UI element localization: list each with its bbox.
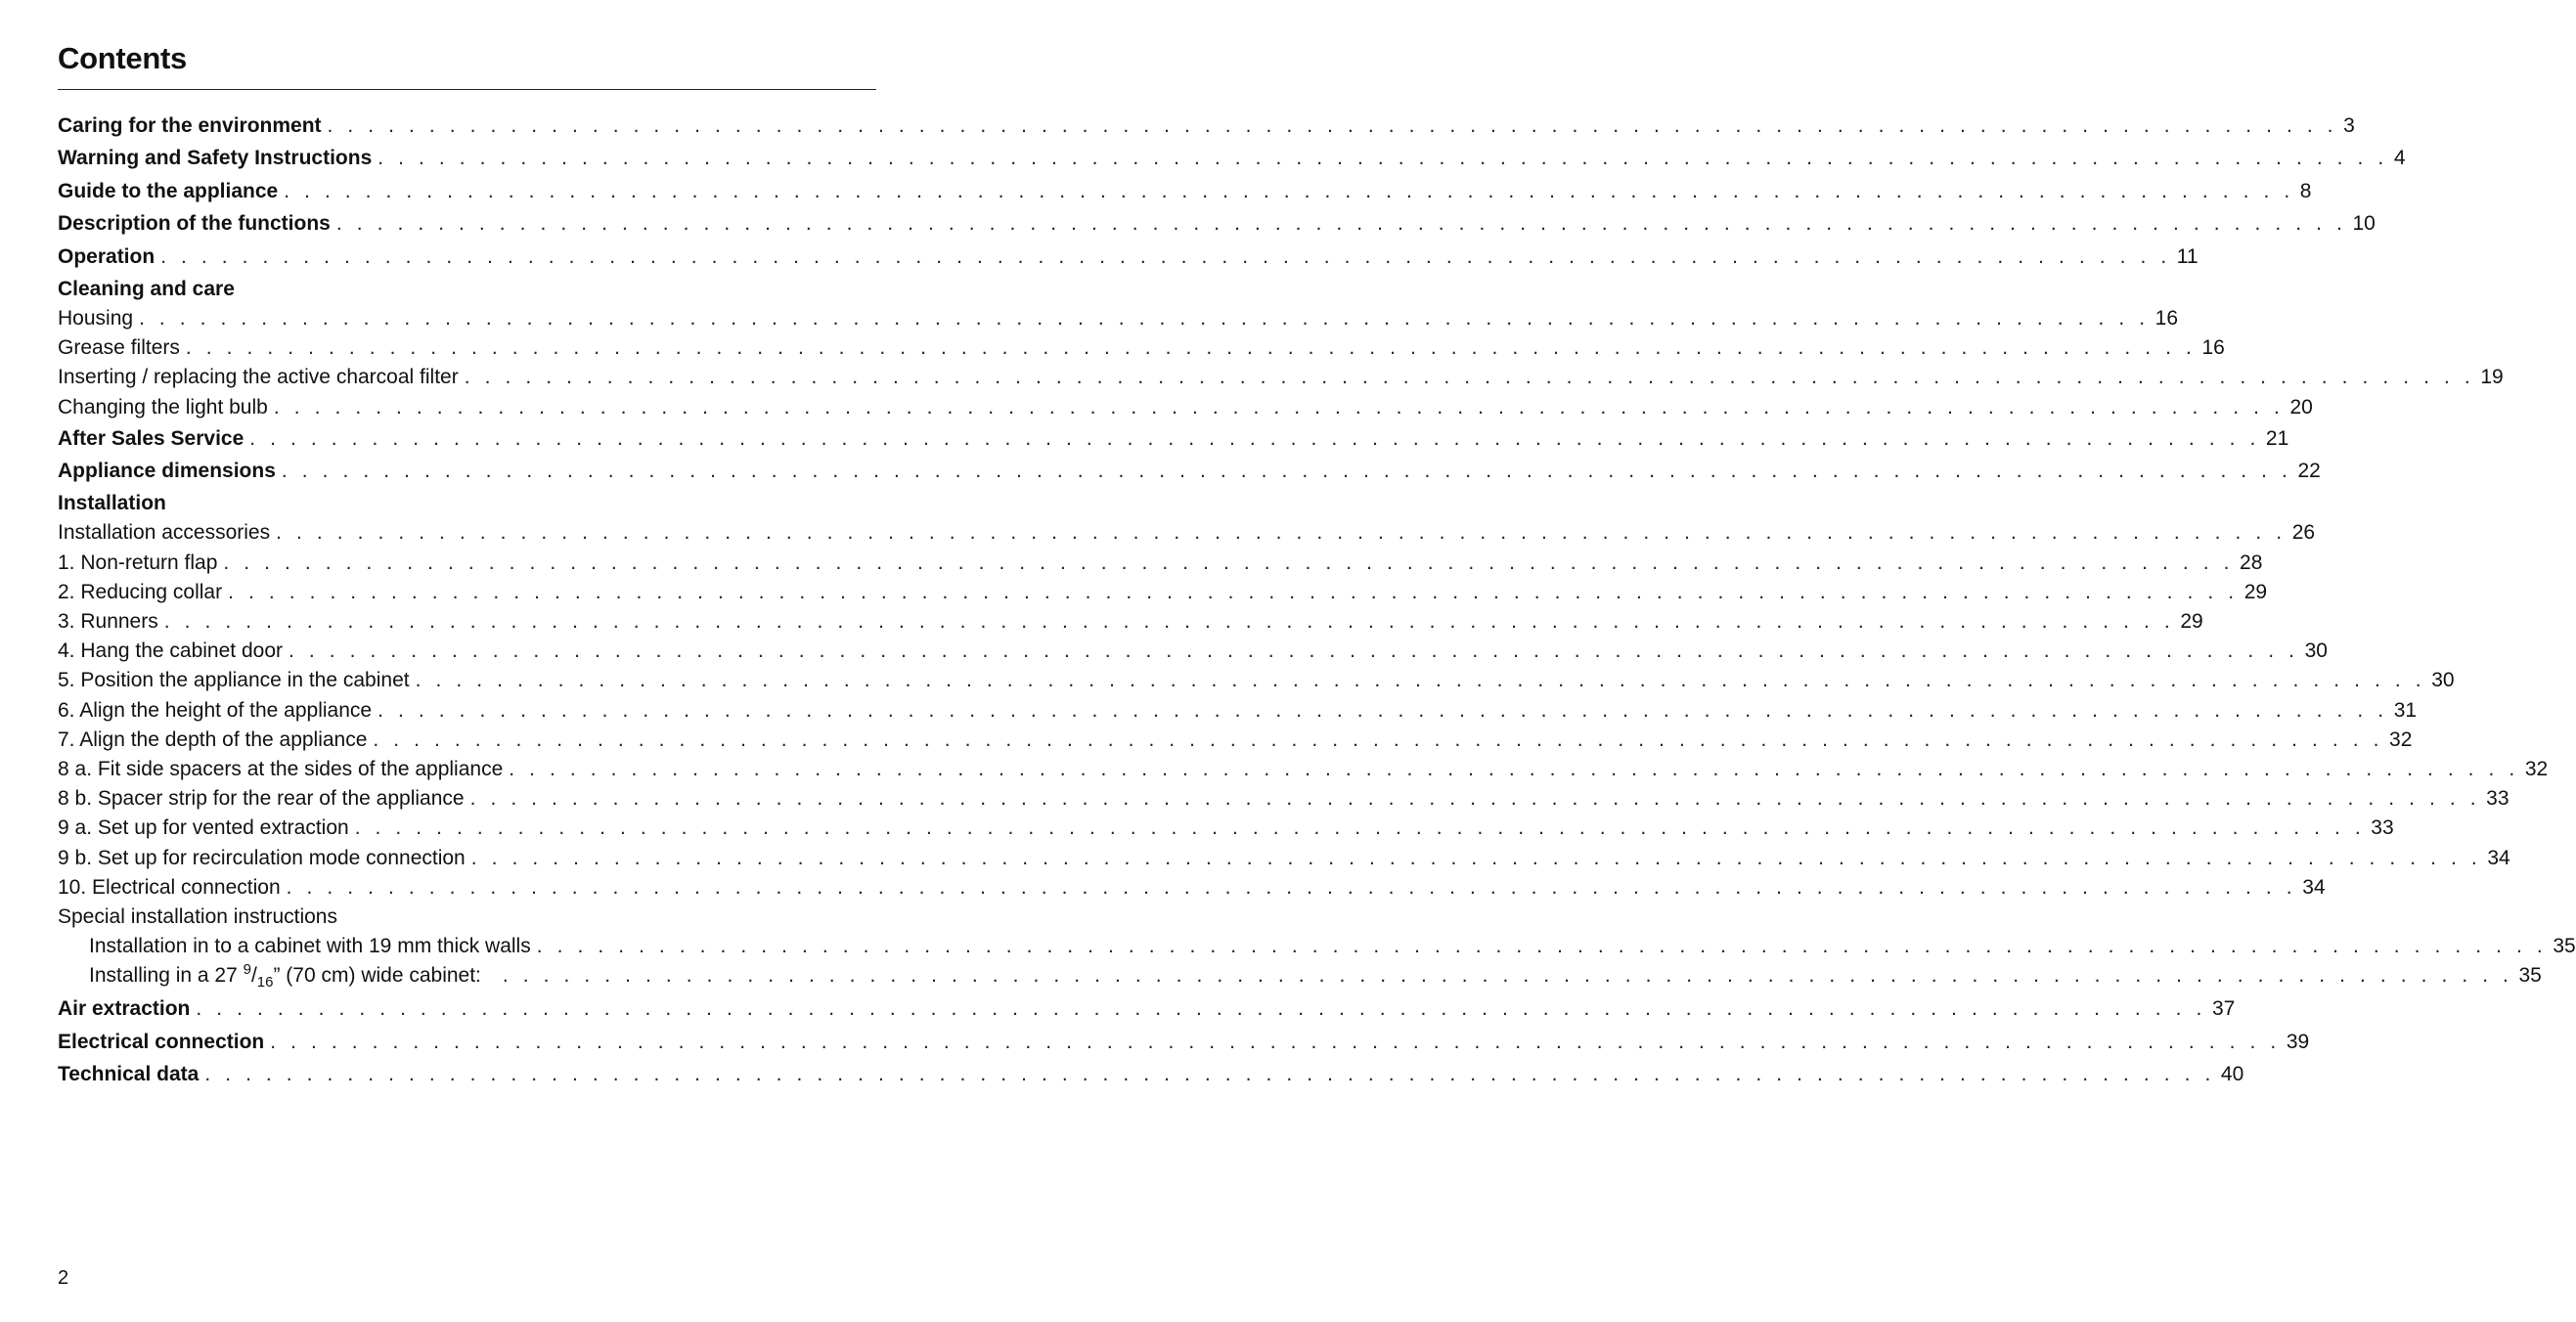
leader-dots: . . . . . . . . . . . . . . . . . . . . . . . . . . . . . . . . . . . . . . . . . . . . . . . . . . . . . . . . . . . . . . . . . . . . . . . . . . . . . . . . . . . . . . . . . . . . . . . . . . . — [223, 551, 2235, 574]
leader-dots: . . . . . . . . . . . . . . . . . . . . . . . . . . . . . . . . . . . . . . . . . . . . . . . . . . . . . . . . . . . . . . . . . . . . . . . . . . . . . . . . . . . . . . . . . . . . . . . . . . . — [273, 395, 2285, 419]
toc-subentry[interactable] — [58, 304, 2179, 333]
toc-entry-air-extraction[interactable] — [58, 992, 2236, 1025]
toc-subentry[interactable] — [58, 637, 2328, 666]
toc-subentry[interactable] — [58, 696, 2418, 726]
toc-subentry[interactable] — [58, 726, 2413, 755]
leader-dots: . . . . . . . . . . . . . . . . . . . . . . . . . . . . . . . . . . . . . . . . . . . . . . . . . . . . . . . . . . . . . . . . . . . . . . . . . . . . . . . . . . . . . . . . . . . . . . . . . . . — [270, 1030, 2281, 1053]
toc-entry-page: 35 — [2518, 964, 2542, 988]
toc-subentry[interactable] — [58, 844, 2510, 873]
toc-entry-label: 7. Align the depth of the appliance — [58, 727, 368, 751]
toc-subentry[interactable] — [58, 393, 2313, 422]
label-text: ” (70 cm) wide cabinet: — [273, 964, 481, 988]
toc-entry-page: 33 — [2486, 787, 2509, 811]
leader-dots: . . . . . . . . . . . . . . . . . . . . . . . . . . . . . . . . . . . . . . . . . . . . . . . . . . . . . . . . . . . . . . . . . . . . . . . . . . . . . . . . . . . . . . . . . . . . . . . . . . . — [327, 114, 2338, 137]
toc-entry-page: 33 — [2371, 816, 2394, 840]
leader-dots: . . . . . . . . . . . . . . . . . . . . . . . . . . . . . . . . . . . . . . . . . . . . . . . . . . . . . . . . . . . . . . . . . . . . . . . . . . . . . . . . . . . . . . . . . . . . . . . . . . . — [502, 964, 2513, 988]
toc-entry-page: 31 — [2393, 698, 2418, 722]
toc-entry-page: 40 — [2220, 1063, 2244, 1086]
toc-entry-page: 34 — [2302, 875, 2326, 899]
leader-dots: . . . . . . . . . . . . . . . . . . . . . . . . . . . . . . . . . . . . . . . . . . . . . . . . . . . . . . . . . . . . . . . . . . . . . . . . . . . . . . . . . . . . . . . . . . . . . . . . . . . — [284, 179, 2294, 202]
leader-dots: . . . . . . . . . . . . . . . . . . . . . . . . . . . . . . . . . . . . . . . . . . . . . . . . . . . . . . . . . . . . . . . . . . . . . . . . . . . . . . . . . . . . . . . . . . . . . . . . . . . — [354, 816, 2366, 840]
toc-entry-label: Electrical connection — [58, 1030, 265, 1053]
toc-entry-label: 8 b. Spacer strip for the rear of the appliance — [58, 787, 465, 811]
toc-entry-page: 32 — [2389, 727, 2413, 751]
toc-entry-label: Description of the functions — [58, 212, 331, 236]
toc-subentry[interactable] — [58, 333, 2225, 363]
leader-dots: . . . . . . . . . . . . . . . . . . . . . . . . . . . . . . . . . . . . . . . . . . . . . . . . . . . . . . . . . . . . . . . . . . . . . . . . . . . . . . . . . . . . . . . . . . . . . . . . . . . — [185, 336, 2197, 360]
toc-heading-installation[interactable]: Installation — [58, 492, 166, 515]
toc-entry-label: Installation accessories — [58, 521, 271, 545]
toc-entry-label: Housing — [58, 306, 134, 330]
toc-subentry[interactable] — [58, 518, 2316, 548]
toc-entry-page: 8 — [2299, 179, 2312, 202]
leader-dots: . . . . . . . . . . . . . . . . . . . . . . . . . . . . . . . . . . . . . . . . . . . . . . . . . . . . . . . . . . . . . . . . . . . . . . . . . . . . . . . . . . . . . . . . . . . . . . . . . . . — [378, 147, 2388, 170]
label-text: Installing in a 27 — [89, 964, 244, 988]
toc-entry-page: 3 — [2343, 114, 2355, 137]
toc-entry-label: 3. Runners — [58, 610, 158, 634]
toc-entry-label: Warning and Safety Instructions — [58, 147, 373, 170]
toc-subentry[interactable] — [58, 578, 2268, 607]
leader-dots: . . . . . . . . . . . . . . . . . . . . . . . . . . . . . . . . . . . . . . . . . . . . . . . . . . . . . . . . . . . . . . . . . . . . . . . . . . . . . . . . . . . . . . . . . . . . . . . . . . . — [276, 521, 2287, 545]
toc-entry-label: Inserting / replacing the active charcoal filter — [58, 366, 459, 389]
toc-entry-label: Guide to the appliance — [58, 179, 279, 202]
toc-entry-page: 10 — [2352, 212, 2376, 236]
toc-subheading-special[interactable]: Special installation instructions — [58, 904, 337, 928]
leader-dots: . . . . . . . . . . . . . . . . . . . . . . . . . . . . . . . . . . . . . . . . . . . . . . . . . . . . . . . . . . . . . . . . . . . . . . . . . . . . . . . . . . . . . . . . . . . . . . . . . . . — [139, 306, 2150, 330]
leader-dots: . . . . . . . . . . . . . . . . . . . . . . . . . . . . . . . . . . . . . . . . . . . . . . . . . . . . . . . . . . . . . . . . . . . . . . . . . . . . . . . . . . . . . . . . . . . . . . . . . . . — [163, 610, 2175, 634]
toc-subentry[interactable] — [58, 549, 2263, 578]
leader-dots: . . . . . . . . . . . . . . . . . . . . . . . . . . . . . . . . . . . . . . . . . . . . . . . . . . . . . . . . . . . . . . . . . . . . . . . . . . . . . . . . . . . . . . . . . . . . . . . . . . . — [228, 580, 2239, 603]
leader-dots: . . . . . . . . . . . . . . . . . . . . . . . . . . . . . . . . . . . . . . . . . . . . . . . . . . . . . . . . . . . . . . . . . . . . . . . . . . . . . . . . . . . . . . . . . . . . . . . . . . . — [196, 997, 2206, 1021]
toc-entry-label — [89, 961, 481, 991]
toc-entry-page: 29 — [2180, 610, 2203, 634]
toc-entry-page: 19 — [2480, 366, 2504, 389]
fraction-denominator: 16 — [256, 974, 274, 992]
toc-subentry[interactable] — [58, 755, 2549, 784]
toc-entry-page: 16 — [2201, 336, 2225, 360]
table-of-contents — [58, 110, 2576, 1091]
toc-entry-label: Operation — [58, 244, 155, 268]
toc-subentry[interactable] — [58, 666, 2455, 695]
leader-dots: . . . . . . . . . . . . . . . . . . . . . . . . . . . . . . . . . . . . . . . . . . . . . . . . . . . . . . . . . . . . . . . . . . . . . . . . . . . . . . . . . . . . . . . . . . . . . . . . . . . — [464, 366, 2475, 389]
toc-entry-page: 34 — [2487, 846, 2510, 869]
toc-subentry[interactable] — [58, 873, 2326, 903]
toc-entry-label: Appliance dimensions — [58, 460, 276, 483]
leader-dots: . . . . . . . . . . . . . . . . . . . . . . . . . . . . . . . . . . . . . . . . . . . . . . . . . . . . . . . . . . . . . . . . . . . . . . . . . . . . . . . . . . . . . . . . . . . . . . . . . . . — [470, 846, 2482, 869]
toc-entry-page: 30 — [2431, 669, 2455, 692]
toc-entry-page: 39 — [2286, 1030, 2310, 1053]
toc-entry-label: Changing the light bulb — [58, 395, 268, 419]
toc-entry-dimensions[interactable] — [58, 455, 2321, 487]
leader-dots: . . . . . . . . . . . . . . . . . . . . . . . . . . . . . . . . . . . . . . . . . . . . . . . . . . . . . . . . . . . . . . . . . . . . . . . . . . . . . . . . . . . . . . . . . . . . . . . . . . . — [469, 787, 2481, 811]
toc-entry-page: 35 — [2553, 935, 2576, 958]
toc-entry-label: 10. Electrical connection — [58, 875, 281, 899]
leader-dots: . . . . . . . . . . . . . . . . . . . . . . . . . . . . . . . . . . . . . . . . . . . . . . . . . . . . . . . . . . . . . . . . . . . . . . . . . . . . . . . . . . . . . . . . . . . . . . . . . . . — [289, 639, 2299, 663]
toc-heading-cleaning[interactable]: Cleaning and care — [58, 277, 235, 300]
toc-subentry-indented[interactable] — [58, 961, 2542, 992]
toc-entry-page: 37 — [2211, 997, 2236, 1021]
toc-subentry[interactable] — [58, 363, 2504, 392]
toc-entry-page: 16 — [2154, 306, 2179, 330]
toc-entry-guide[interactable] — [58, 175, 2312, 207]
toc-entry-label: 5. Position the appliance in the cabinet — [58, 669, 410, 692]
toc-entry-label: Installation in to a cabinet with 19 mm thick walls — [89, 935, 531, 958]
toc-entry-page: 30 — [2304, 639, 2328, 663]
toc-subentry[interactable] — [58, 607, 2203, 637]
fraction-slash: / — [250, 964, 257, 988]
toc-entry-page: 22 — [2297, 460, 2321, 483]
toc-entry-label: 8 a. Fit side spacers at the sides of the appliance — [58, 757, 504, 780]
toc-entry-caring[interactable] — [58, 110, 2355, 142]
leader-dots: . . . . . . . . . . . . . . . . . . . . . . . . . . . . . . . . . . . . . . . . . . . . . . . . . . . . . . . . . . . . . . . . . . . . . . . . . . . . . . . . . . . . . . . . . . . . . . . . . . . — [204, 1063, 2215, 1086]
toc-entry-label: 9 b. Set up for recirculation mode connection — [58, 846, 466, 869]
toc-entry-label: 1. Non-return flap — [58, 551, 218, 574]
leader-dots: . . . . . . . . . . . . . . . . . . . . . . . . . . . . . . . . . . . . . . . . . . . . . . . . . . . . . . . . . . . . . . . . . . . . . . . . . . . . . . . . . . . . . . . . . . . . . . . . . . . — [249, 426, 2260, 450]
leader-dots: . . . . . . . . . . . . . . . . . . . . . . . . . . . . . . . . . . . . . . . . . . . . . . . . . . . . . . . . . . . . . . . . . . . . . . . . . . . . . . . . . . . . . . . . . . . . . . . . . . . — [160, 244, 2171, 268]
toc-subentry-indented[interactable] — [58, 932, 2576, 961]
leader-dots: . . . . . . . . . . . . . . . . . . . . . . . . . . . . . . . . . . . . . . . . . . . . . . . . . . . . . . . . . . . . . . . . . . . . . . . . . . . . . . . . . . . . . . . . . . . . . . . . . . . — [415, 669, 2426, 692]
toc-entry-technical[interactable] — [58, 1058, 2244, 1090]
toc-entry-label: 6. Align the height of the appliance — [58, 698, 373, 722]
leader-dots: . . . . . . . . . . . . . . . . . . . . . . . . . . . . . . . . . . . . . . . . . . . . . . . . . . . . . . . . . . . . . . . . . . . . . . . . . . . . . . . . . . . . . . . . . . . . . . . . . . . — [286, 875, 2297, 899]
toc-entry-page: 4 — [2393, 147, 2406, 170]
leader-dots: . . . . . . . . . . . . . . . . . . . . . . . . . . . . . . . . . . . . . . . . . . . . . . . . . . . . . . . . . . . . . . . . . . . . . . . . . . . . . . . . . . . . . . . . . . . . . . . . . . . — [378, 698, 2388, 722]
toc-entry-label: Grease filters — [58, 336, 180, 360]
page-title: Contents — [58, 41, 187, 75]
toc-entry-label: Air extraction — [58, 997, 191, 1021]
toc-entry-page: 28 — [2240, 551, 2263, 574]
toc-entry-label: 2. Reducing collar — [58, 580, 223, 603]
toc-entry-electrical[interactable] — [58, 1026, 2310, 1058]
toc-entry-page: 26 — [2291, 521, 2316, 545]
toc-subentry[interactable] — [58, 814, 2394, 843]
title-divider — [58, 89, 876, 90]
leader-dots: . . . . . . . . . . . . . . . . . . . . . . . . . . . . . . . . . . . . . . . . . . . . . . . . . . . . . . . . . . . . . . . . . . . . . . . . . . . . . . . . . . . . . . . . . . . . . . . . . . . — [536, 935, 2548, 958]
toc-entry-warning[interactable] — [58, 142, 2406, 174]
toc-entry-after-sales[interactable] — [58, 422, 2289, 455]
toc-entry-page: 29 — [2243, 580, 2268, 603]
page-number: 2 — [58, 1267, 69, 1289]
toc-entry-label: Technical data — [58, 1063, 200, 1086]
leader-dots: . . . . . . . . . . . . . . . . . . . . . . . . . . . . . . . . . . . . . . . . . . . . . . . . . . . . . . . . . . . . . . . . . . . . . . . . . . . . . . . . . . . . . . . . . . . . . . . . . . . — [335, 212, 2347, 236]
fraction-numerator: 9 — [243, 961, 251, 979]
toc-entry-page: 11 — [2176, 244, 2198, 268]
toc-entry-operation[interactable] — [58, 241, 2198, 273]
toc-entry-label: 4. Hang the cabinet door — [58, 639, 283, 663]
toc-entry-page: 20 — [2289, 395, 2313, 419]
leader-dots: . . . . . . . . . . . . . . . . . . . . . . . . . . . . . . . . . . . . . . . . . . . . . . . . . . . . . . . . . . . . . . . . . . . . . . . . . . . . . . . . . . . . . . . . . . . . . . . . . . . — [509, 757, 2519, 780]
leader-dots: . . . . . . . . . . . . . . . . . . . . . . . . . . . . . . . . . . . . . . . . . . . . . . . . . . . . . . . . . . . . . . . . . . . . . . . . . . . . . . . . . . . . . . . . . . . . . . . . . . . — [373, 727, 2384, 751]
leader-dots: . . . . . . . . . . . . . . . . . . . . . . . . . . . . . . . . . . . . . . . . . . . . . . . . . . . . . . . . . . . . . . . . . . . . . . . . . . . . . . . . . . . . . . . . . . . . . . . . . . . — [281, 460, 2292, 483]
toc-entry-label: 9 a. Set up for vented extraction — [58, 816, 349, 840]
toc-entry-page: 21 — [2265, 426, 2289, 450]
toc-subentry[interactable] — [58, 784, 2509, 814]
toc-entry-label: Caring for the environment — [58, 114, 322, 137]
toc-entry-label: After Sales Service — [58, 426, 244, 450]
toc-entry-page: 32 — [2524, 757, 2549, 780]
toc-entry-description[interactable] — [58, 207, 2376, 240]
